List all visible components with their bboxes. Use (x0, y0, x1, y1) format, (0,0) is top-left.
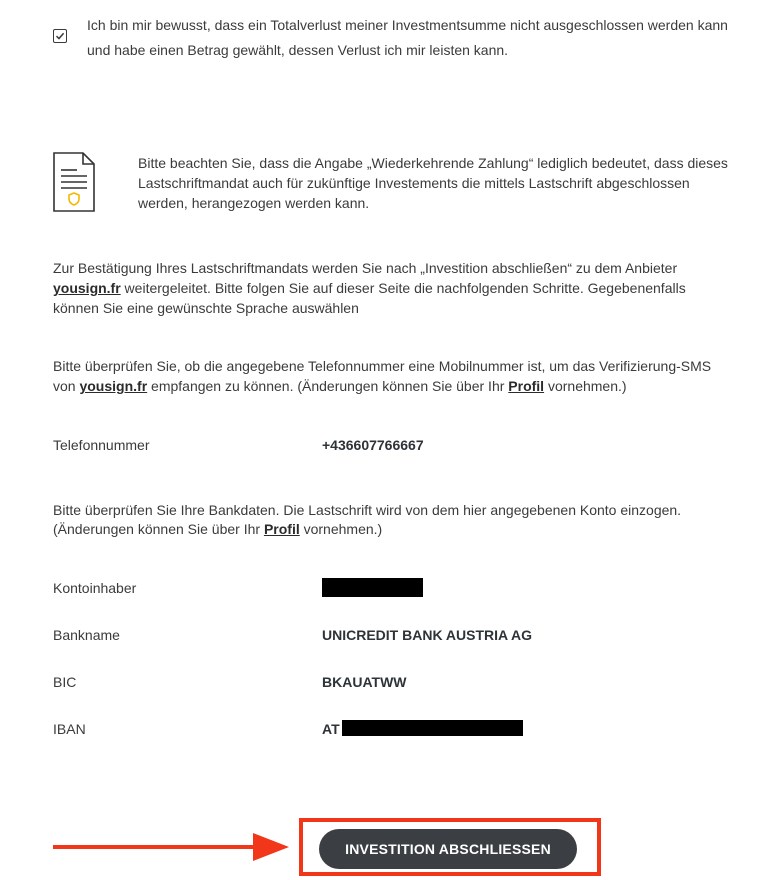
confirmation-line-2-text: weitergeleitet. Bitte folgen Sie auf dieser Seite die nachfolgenden Schritte. Gegebenenfalls (120, 280, 686, 296)
iban-label: IBAN (53, 721, 86, 737)
account-holder-label: Kontoinhaber (53, 580, 137, 596)
phone-check-line-1: Bitte überprüfen Sie, ob die angegebene Telefonnummer eine Mobilnummer ist, um das Verifizierung-SMS (53, 358, 712, 374)
yousign-link[interactable]: yousign.fr (53, 280, 121, 296)
yousign-link-2[interactable]: yousign.fr (79, 378, 148, 394)
phone-label: Telefonnummer (53, 437, 150, 453)
phone-check-middle: empfangen zu können. (Änderungen können Sie über Ihr (147, 378, 509, 394)
bank-check-line-1: Bitte überprüfen Sie Ihre Bankdaten. Die Lastschrift wird von dem hier angegebenen Konto einzogen. (53, 502, 682, 518)
document-shield-icon (53, 152, 95, 212)
annotation-arrow-icon (53, 830, 293, 864)
notice-line-3: werden, herangezogen werden kann. (138, 195, 370, 211)
bankname-value: UNICREDIT BANK AUSTRIA AG (322, 627, 532, 643)
bank-check-suffix: vornehmen.) (299, 521, 383, 537)
iban-prefix: AT (322, 721, 340, 737)
confirmation-line-3: können Sie eine gewünschte Sprache auswählen (53, 300, 359, 316)
iban-redacted (342, 720, 523, 736)
bic-label: BIC (53, 674, 77, 690)
notice-line-1: Bitte beachten Sie, dass die Angabe „Wiederkehrende Zahlung“ lediglich bedeutet, dass dieses (138, 155, 728, 171)
complete-investment-button[interactable]: INVESTITION ABSCHLIESSEN (319, 829, 577, 869)
risk-consent-line-2: und habe einen Betrag gewählt, dessen Verlust ich mir leisten kann. (87, 42, 509, 58)
notice-line-2: Lastschriftmandat auch für zukünftige Investements die mittels Lastschrift abgeschlossen (138, 175, 690, 191)
phone-check-line-2 (53, 376, 627, 396)
bank-check-prefix: (Änderungen können Sie über Ihr (53, 521, 264, 537)
profile-link[interactable]: Profil (508, 378, 545, 394)
risk-consent-checkbox[interactable] (53, 29, 67, 43)
bank-check-line-2 (53, 519, 382, 539)
profile-link-2[interactable]: Profil (263, 521, 300, 537)
account-holder-redacted (322, 578, 423, 597)
bic-value: BKAUATWW (322, 674, 407, 690)
phone-value: +436607766667 (322, 437, 424, 453)
confirmation-line-1: Zur Bestätigung Ihres Lastschriftmandats werden Sie nach „Investition abschließen“ zu dem Anbieter (53, 260, 678, 276)
confirmation-line-2 (53, 278, 686, 298)
bankname-label: Bankname (53, 627, 120, 643)
checkmark-icon (55, 31, 65, 41)
risk-consent-line-1: Ich bin mir bewusst, dass ein Totalverlust meiner Investmentsumme nicht ausgeschlossen werden kann (87, 17, 728, 33)
phone-check-prefix: von (53, 378, 80, 394)
phone-check-suffix: vornehmen.) (544, 378, 627, 394)
